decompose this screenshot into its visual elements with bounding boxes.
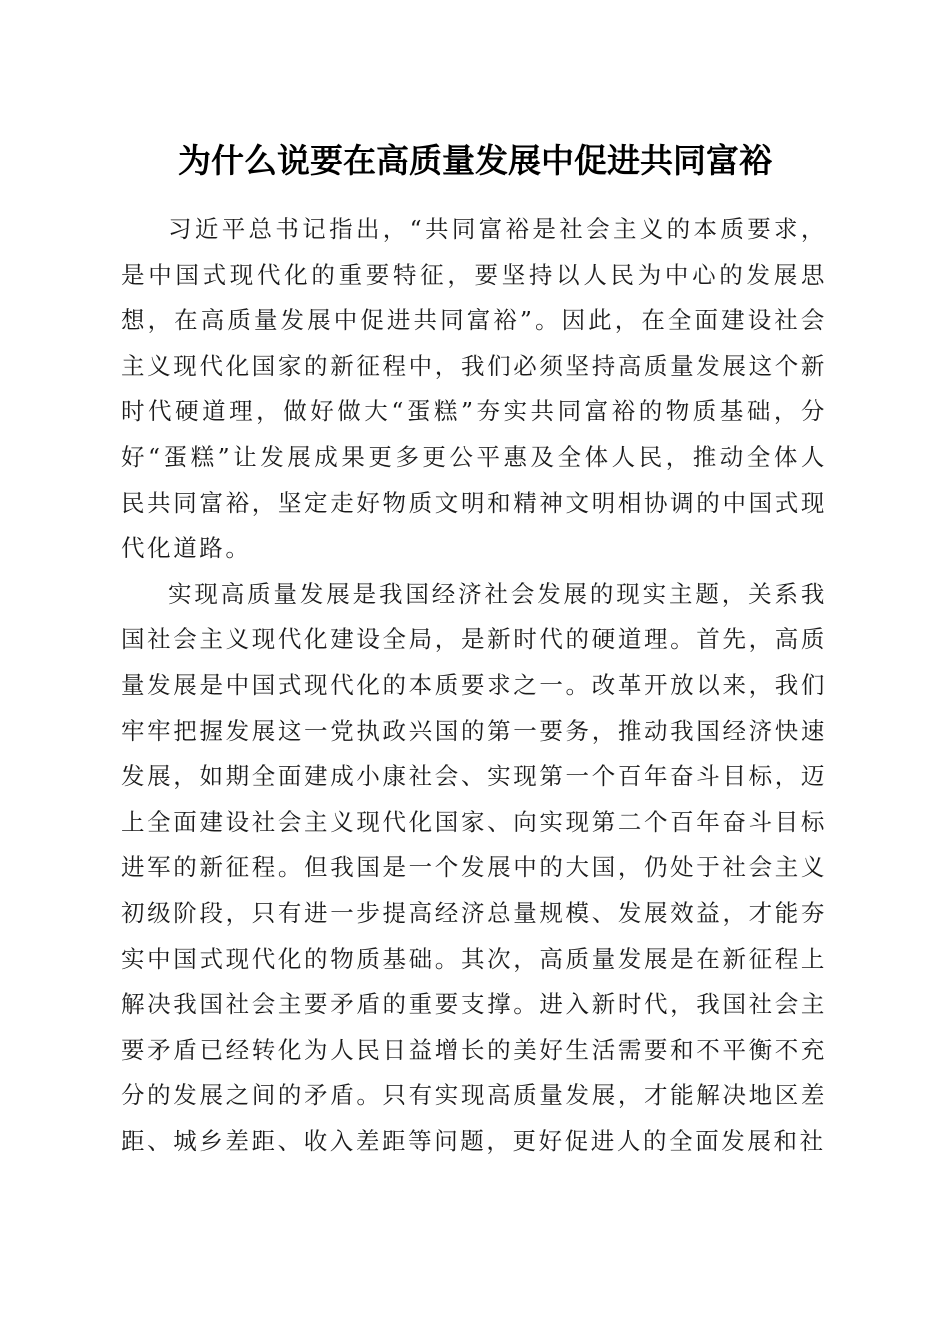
document-body <box>121 207 827 1164</box>
paragraph-1: 习近平总书记指出，“共同富裕是社会主义的本质要求，是中国式现代化的重要特征，要坚持以人民为中心的发展思想，在高质量发展中促进共同富裕”。因此，在全面建设社会主义现代化国家的新征程中，我们必须坚持高质量发展这个新时代硬道理，做好做大“蛋糕”夯实共同富裕的物质基础，分好“蛋糕”让发展成果更多更公平惠及全体人民，推动全体人民共同富裕，坚定走好物质文明和精神文明相协调的中国式现代化道路。 <box>121 215 827 563</box>
paragraph-2: 实现高质量发展是我国经济社会发展的现实主题，关系我国社会主义现代化建设全局，是新时代的硬道理。首先，高质量发展是中国式现代化的本质要求之一。改革开放以来，我们牢牢把握发展这一党执政兴国的第一要务，推动我国经济快速发展，如期全面建成小康社会、实现第一个百年奋斗目标，迈上全面建设社会主义现代化国家、向实现第二个百年奋斗目标进军的新征程。但我国是一个发展中的大国，仍处于社会主义初级阶段，只有进一步提高经济总量规模、发展效益，才能夯实中国式现代化的物质基础。其次，高质量发展是在新征程上解决我国社会主要矛盾的重要支撑。进入新时代，我国社会主要矛盾已经转化为人民日益增长的美好生活需要和不平衡不充分的发展之间的矛盾。只有实现高质量发展，才能解决地区差距、城乡差距、收入差距等问题，更好促进人的全面发展和社 <box>121 579 827 1155</box>
document-title: 为什么说要在高质量发展中促进共同富裕 <box>178 141 772 180</box>
